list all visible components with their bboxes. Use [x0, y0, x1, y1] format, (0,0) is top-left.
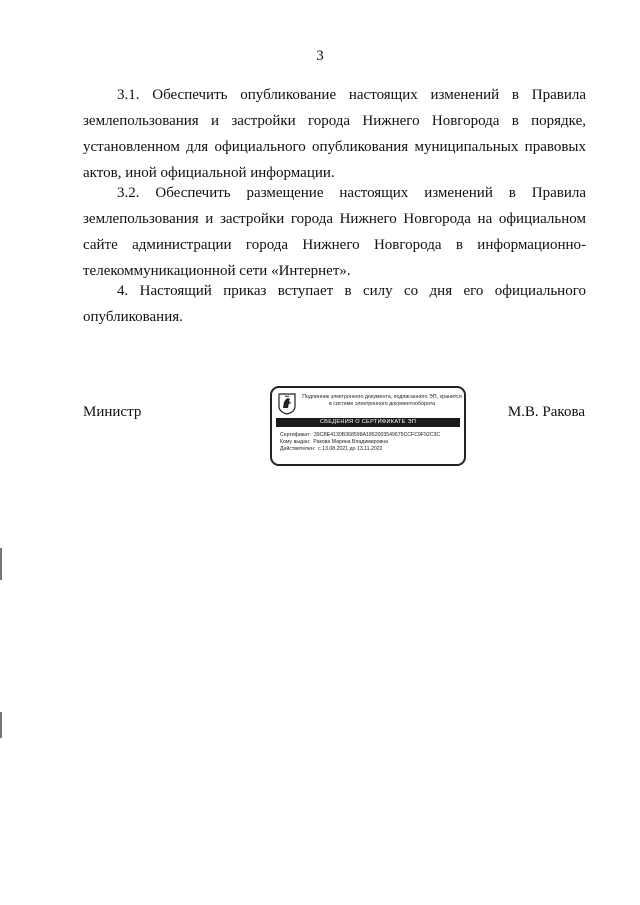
paragraph-4: 4. Настоящий приказ вступает в силу со дня его официального опубликования. [83, 283, 586, 325]
certificate-value: 39CBE4130B368598A1852003549675CCFC9F92C3C [313, 432, 441, 438]
validity-value: с 13.08.2021 до 13.11.2022 [318, 446, 383, 452]
issued-to-label: Кому выдан: [280, 439, 311, 445]
scan-margin-mark [0, 712, 2, 738]
issued-to-value: Ракова Марина Владимировна [313, 439, 388, 445]
certificate-row [280, 432, 462, 439]
signer-position: Министр [83, 404, 142, 420]
issued-to-row [280, 439, 462, 446]
coat-of-arms-icon [278, 393, 296, 415]
validity-label: Действителен: [280, 446, 316, 452]
certificate-details [280, 432, 462, 453]
certificate-banner: СВЕДЕНИЯ О СЕРТИФИКАТЕ ЭП [276, 418, 460, 427]
paragraph-3-2: 3.2. Обеспечить размещение настоящих изменений в Правила землепользования и застройки города Нижнего Новгорода на официальном сайте администрации города Нижнего Новгорода в информационно-телекоммуникационной сети «Интернет». [83, 185, 586, 279]
electronic-signature-stamp [270, 386, 466, 466]
paragraph-3-1: 3.1. Обеспечить опубликование настоящих изменений в Правила землепользования и застройки города Нижнего Новгорода в порядке, установленном для официального опубликования муниципальных правовых актов, иной официальной информации. [83, 87, 586, 181]
stamp-note: Подлинник электронного документа, подписанного ЭП, хранится в системе электронного документооборота [302, 394, 462, 407]
validity-row [280, 446, 462, 453]
scan-margin-mark [0, 548, 2, 580]
signer-name: М.В. Ракова [507, 404, 585, 420]
certificate-label: Сертификат: [280, 432, 311, 438]
page-number: 3 [316, 48, 324, 64]
